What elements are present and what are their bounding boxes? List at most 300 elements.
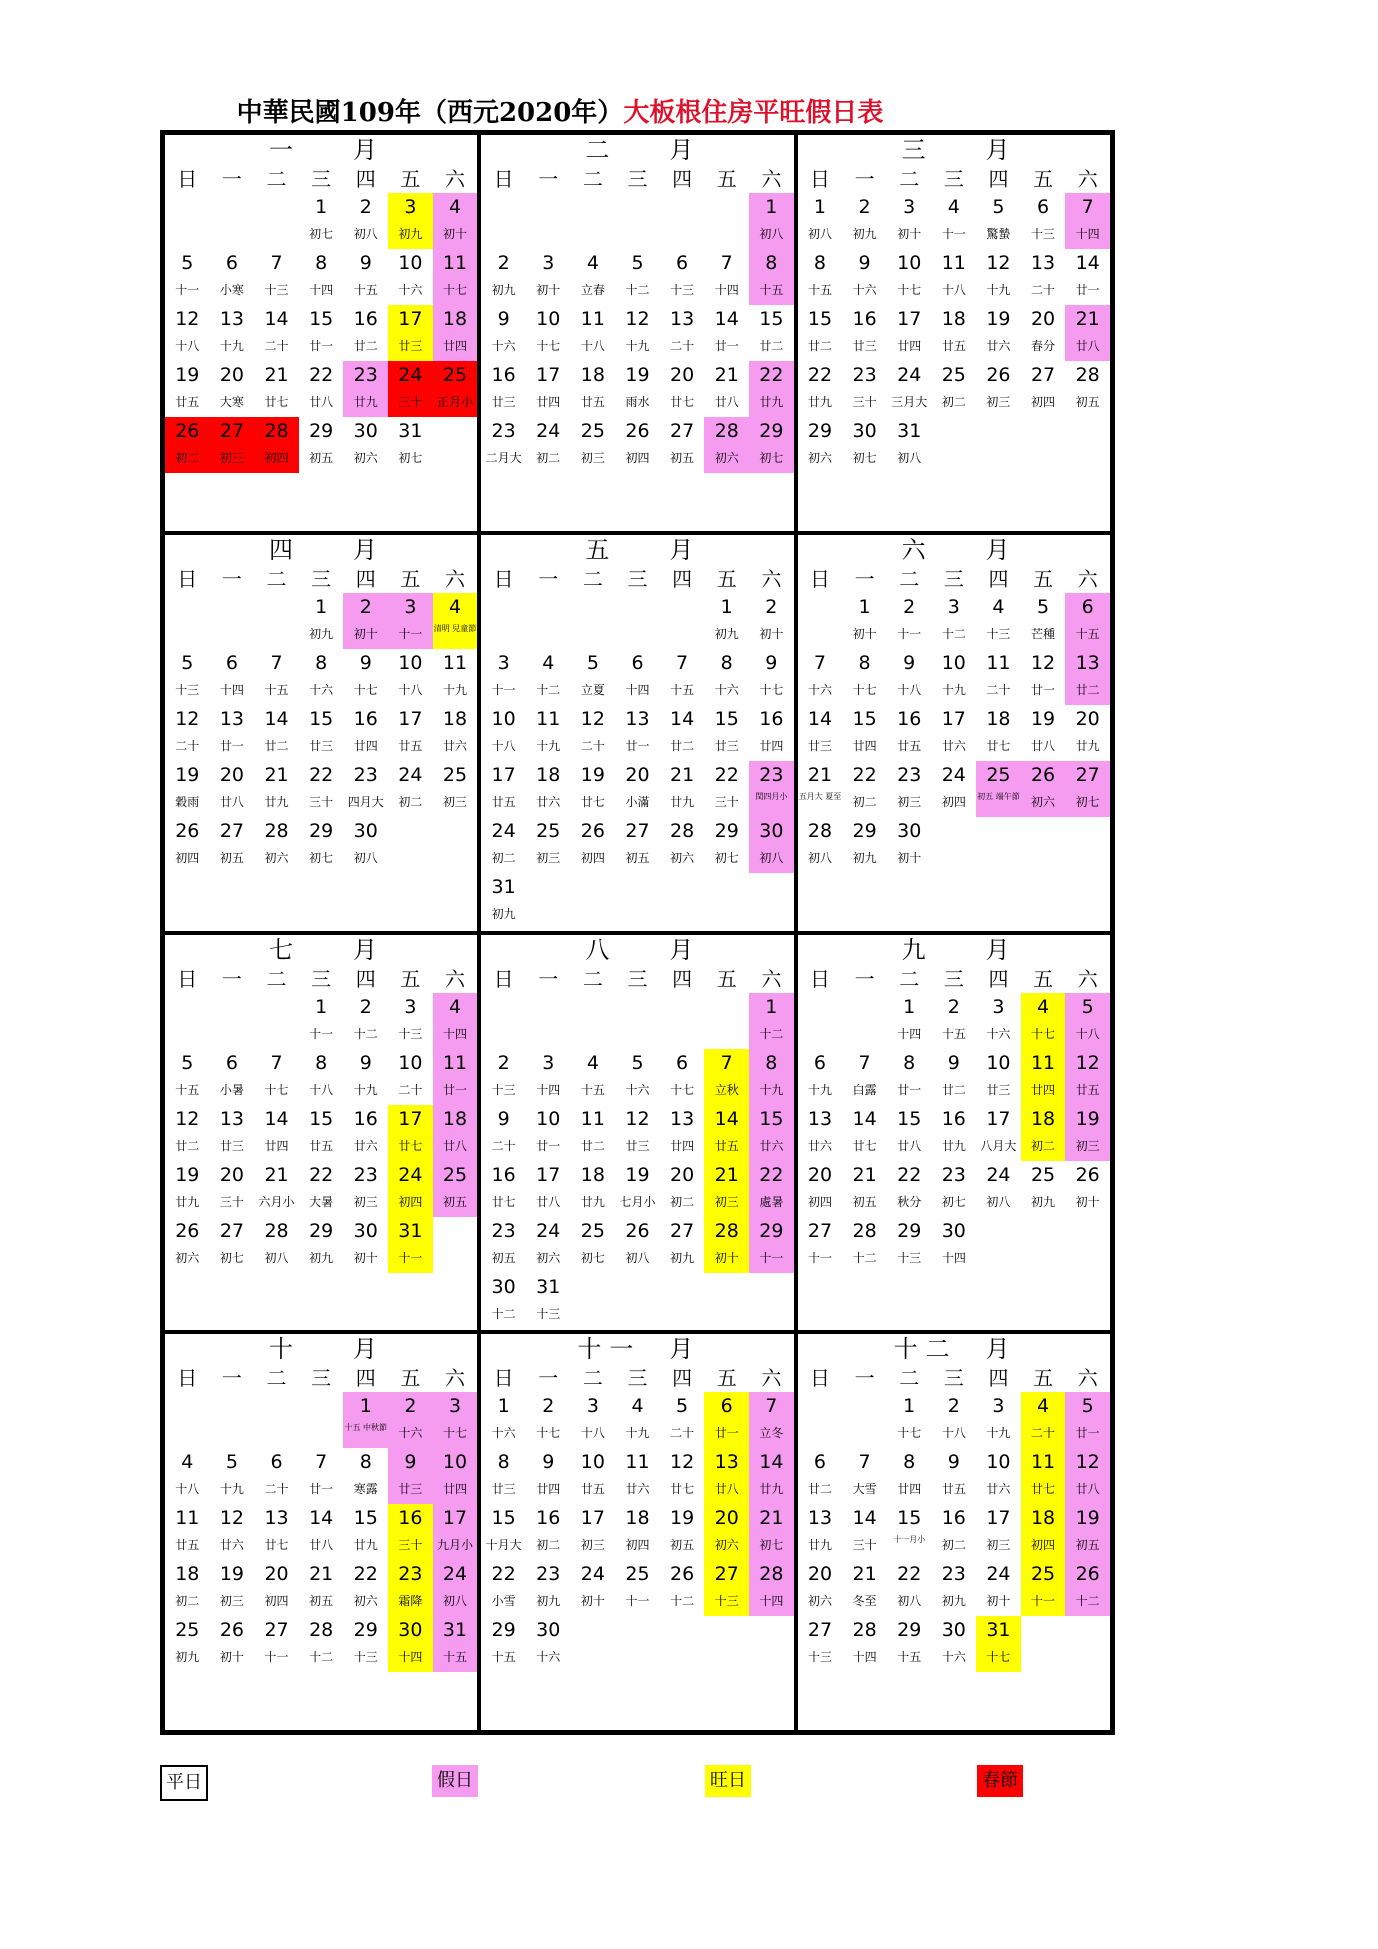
day-cell [388,1105,433,1161]
weekday-label: 一 [538,1366,559,1391]
day-number: 17 [536,364,561,386]
day-number: 7 [765,1395,778,1418]
empty-cell [842,1392,887,1448]
day-number: 24 [941,763,966,786]
weekday-row [798,1364,1110,1392]
weekday-label: 四 [988,1366,1009,1391]
lunar-label: 初八 [807,850,832,865]
day-cell [887,1448,932,1504]
lunar-label: 冬至 [852,1594,877,1609]
lunar-label: 初三 [580,451,605,465]
lunar-label: 十七 [536,339,561,353]
day-cell [976,361,1021,417]
day-cell [887,305,932,361]
day-number: 19 [625,364,650,386]
day-number: 2 [404,1395,417,1418]
lunar-label: 五月大 夏至 [798,791,842,801]
month-header [481,1334,793,1364]
lunar-label: 十一 [491,682,516,697]
weekday-label: 五 [716,167,737,191]
day-number: 16 [852,308,877,330]
lunar-label: 十三 [807,1650,832,1665]
day-cell [1065,705,1110,761]
day-cell [887,1161,932,1217]
lunar-label: 廿七 [398,1138,423,1153]
day-number: 24 [986,1563,1011,1586]
day-number: 25 [941,364,966,386]
day-number: 27 [1075,763,1100,786]
day-number: 20 [1030,308,1056,330]
lunar-label: 初九 [309,626,334,641]
day-cell [842,649,887,705]
day-cell [704,417,749,473]
empty-cell [660,593,705,649]
day-number: 27 [264,1619,289,1642]
empty-cell [615,993,660,1049]
lunar-label: 廿三 [219,1138,244,1153]
day-number: 11 [442,1051,468,1074]
day-number: 9 [947,1451,960,1474]
day-cell [481,1273,526,1329]
day-number: 7 [270,651,283,674]
day-number: 10 [398,651,423,674]
empty-cell [481,993,526,1049]
day-cell [433,193,478,249]
lunar-label: 初七 [852,451,877,465]
day-number: 16 [353,1107,378,1130]
day-number: 14 [714,308,739,330]
day-number: 20 [807,1563,833,1586]
day-cell [343,705,388,761]
day-number: 13 [714,1451,739,1474]
day-cell [254,1560,299,1616]
lunar-label: 初六 [353,451,378,465]
lunar-label: 十六 [986,1026,1011,1041]
weekday-label: 日 [809,167,830,191]
day-cell [571,1448,616,1504]
lunar-label: 初六 [536,1250,561,1265]
month-block [479,933,795,1333]
day-number: 28 [852,1619,877,1642]
weekday-label: 六 [1077,566,1098,591]
day-cell [749,1560,794,1616]
day-number: 15 [897,1507,922,1530]
lunar-label: 十一 [309,1026,334,1041]
day-number: 17 [536,1163,561,1186]
day-number: 8 [315,651,328,674]
day-number: 17 [398,1107,423,1130]
lunar-label: 初二 [398,794,423,809]
day-number: 2 [497,1051,510,1074]
day-cell [798,417,843,473]
day-cell [1065,249,1110,305]
empty-cell [481,193,526,249]
lunar-label: 初七 [714,850,739,865]
day-number: 9 [359,252,372,274]
lunar-label: 十九 [536,738,561,753]
day-number: 10 [941,651,966,674]
month-suffix: 月 [669,935,694,964]
lunar-label: 雨水 [625,395,650,409]
day-cell [660,1504,705,1560]
day-grid [481,1392,793,1672]
weekday-label: 一 [221,966,242,991]
day-cell [660,705,705,761]
day-cell [660,249,705,305]
day-cell [932,361,977,417]
day-cell [481,873,526,929]
day-cell [165,417,210,473]
day-cell [749,193,794,249]
lunar-label: 廿四 [897,1482,922,1497]
day-number: 29 [309,819,334,842]
day-number: 30 [353,1219,378,1242]
month-header [165,1334,477,1364]
weekday-row [481,165,793,193]
day-cell [932,649,977,705]
lunar-label: 初二 [491,850,516,865]
lunar-label: 廿四 [536,395,561,409]
lunar-label: 初九 [398,227,423,241]
day-cell [299,1217,344,1273]
lunar-label: 立冬 [759,1426,784,1441]
weekday-label: 二 [899,966,920,991]
day-cell [433,705,478,761]
lunar-label: 廿二 [807,1482,832,1497]
day-cell [887,593,932,649]
day-cell [887,361,932,417]
day-cell [887,649,932,705]
day-cell [210,361,255,417]
lunar-label: 十五 [264,682,289,697]
day-cell [887,817,932,873]
day-cell [526,361,571,417]
lunar-label: 十八 [175,339,200,353]
day-cell [343,1161,388,1217]
lunar-label: 初十 [1075,1194,1100,1209]
day-number: 25 [442,364,468,386]
day-number: 22 [491,1563,516,1586]
month-header [798,1334,1110,1364]
day-cell [210,649,255,705]
day-cell [526,705,571,761]
day-number: 28 [759,1563,784,1586]
day-cell [798,1560,843,1616]
lunar-label: 廿一 [309,1482,334,1497]
empty-cell [165,1392,210,1448]
day-number: 19 [986,308,1011,330]
day-cell [571,1392,616,1448]
day-cell [660,1448,705,1504]
day-number: 1 [720,595,733,618]
day-number: 29 [309,420,334,442]
day-number: 17 [986,1107,1011,1130]
day-cell [571,1560,616,1616]
lunar-label: 廿三 [398,339,423,353]
day-cell [526,249,571,305]
day-number: 1 [903,1395,916,1418]
day-cell [343,249,388,305]
lunar-label: 廿四 [264,1138,289,1153]
lunar-label: 十六 [491,339,516,353]
day-cell [749,249,794,305]
lunar-label: 秋分 [897,1194,922,1209]
lunar-label: 廿三 [309,738,334,753]
day-cell [932,1217,977,1273]
day-cell [749,305,794,361]
day-cell [433,1392,478,1448]
day-cell [704,817,749,873]
lunar-label: 初九 [714,626,739,641]
lunar-label: 十六 [941,1650,966,1665]
lunar-label: 廿七 [580,794,605,809]
day-grid [798,593,1110,873]
lunar-label: 十四 [714,283,739,297]
day-cell [798,1161,843,1217]
lunar-label: 初六 [264,850,289,865]
lunar-label: 春分 [1031,339,1056,353]
day-number: 31 [398,420,423,442]
day-number: 4 [448,196,462,218]
day-cell [571,817,616,873]
day-cell [481,417,526,473]
month-block [479,1332,795,1732]
day-cell [704,761,749,817]
lunar-label: 初八 [443,1594,468,1609]
day-cell [343,761,388,817]
weekday-label: 二 [899,566,920,591]
day-cell [299,249,344,305]
month-name: 十二 [893,1335,958,1364]
lunar-label: 廿三 [491,395,516,409]
day-number: 26 [1075,1563,1100,1586]
day-number: 30 [897,819,922,842]
weekday-label: 三 [311,566,332,591]
day-cell [299,593,344,649]
day-number: 23 [536,1563,561,1586]
lunar-label: 廿九 [580,1194,605,1209]
lunar-label: 廿四 [852,738,877,753]
lunar-label: 十二 [491,1306,516,1321]
lunar-label: 十五 [941,1026,966,1041]
day-cell [254,417,299,473]
day-cell [932,1105,977,1161]
lunar-label: 十八 [941,283,966,297]
weekday-label: 六 [445,966,466,991]
day-cell [210,1448,255,1504]
day-cell [1065,1105,1110,1161]
day-number: 12 [580,707,605,730]
lunar-label: 初三 [1075,1138,1100,1153]
weekday-label: 五 [400,566,421,591]
day-number: 21 [264,364,289,386]
day-number: 19 [580,763,605,786]
lunar-label: 三月大 [891,395,928,409]
day-cell [388,1616,433,1672]
day-number: 4 [448,995,462,1018]
day-cell [660,1217,705,1273]
day-cell [976,1161,1021,1217]
day-cell [210,1616,255,1672]
lunar-label: 廿五 [1075,1082,1100,1097]
empty-cell [254,193,299,249]
day-number: 15 [309,1107,334,1130]
day-cell [388,993,433,1049]
day-number: 14 [852,1107,877,1130]
day-number: 14 [670,707,695,730]
lunar-label: 廿一 [897,1082,922,1097]
lunar-label: 廿八 [714,1482,739,1497]
lunar-label: 大寒 [219,395,244,409]
day-number: 16 [353,308,378,330]
weekday-label: 一 [854,966,875,991]
lunar-label: 初七 [398,451,423,465]
day-cell [388,305,433,361]
weekday-label: 一 [221,566,242,591]
weekday-label: 二 [266,966,287,991]
lunar-label: 芒種 [1031,626,1056,641]
day-number: 4 [1037,1395,1050,1418]
weekday-label: 日 [493,1366,514,1391]
day-cell [210,1560,255,1616]
day-number: 1 [315,595,328,618]
day-cell [388,1217,433,1273]
day-number: 14 [714,1107,739,1130]
day-number: 16 [536,1507,561,1530]
lunar-label: 初二 [1031,1138,1056,1153]
day-number: 6 [1037,196,1050,218]
day-cell [798,1049,843,1105]
day-cell [615,1049,660,1105]
day-number: 15 [714,707,739,730]
day-cell [615,1392,660,1448]
day-grid [165,1392,477,1672]
lunar-label: 廿九 [941,1138,966,1153]
lunar-label: 正月小 [437,395,474,409]
lunar-label: 初六 [670,850,695,865]
lunar-label: 十七 [353,682,378,697]
month-name: 一 [269,136,353,164]
day-number: 14 [264,707,289,730]
day-cell [165,1616,210,1672]
day-cell [299,417,344,473]
day-number: 11 [442,252,468,274]
day-cell [571,1105,616,1161]
month-name: 六 [901,535,986,564]
empty-cell [210,593,255,649]
lunar-label: 廿三 [398,1482,423,1497]
day-number: 30 [536,1619,561,1642]
day-number: 27 [807,1619,833,1642]
day-number: 30 [353,819,378,842]
day-cell [526,1161,571,1217]
lunar-label: 十一 [264,1650,289,1665]
day-cell [842,817,887,873]
day-cell [299,1616,344,1672]
day-number: 8 [903,1051,916,1074]
lunar-label: 十四 [309,283,334,297]
day-cell [254,1105,299,1161]
day-number: 13 [219,1107,245,1130]
day-cell [254,1049,299,1105]
day-cell [704,1049,749,1105]
lunar-label: 初十 [353,1250,378,1265]
day-number: 6 [270,1451,283,1474]
lunar-label: 廿二 [264,738,289,753]
day-cell [254,817,299,873]
lunar-label: 二十 [1031,1426,1056,1441]
legend-weekday: 平日 [160,1765,208,1801]
day-number: 17 [491,763,516,786]
lunar-label: 初九 [309,1250,334,1265]
empty-cell [210,993,255,1049]
day-cell [481,817,526,873]
day-number: 11 [986,651,1011,674]
day-cell [798,361,843,417]
day-cell [254,361,299,417]
day-number: 27 [670,420,695,442]
lunar-label: 廿六 [219,1538,244,1553]
day-cell [481,305,526,361]
lunar-label: 十六 [536,1650,561,1665]
lunar-label: 廿三 [491,1482,516,1497]
weekday-label: 三 [943,966,964,991]
day-number: 8 [903,1451,916,1474]
lunar-label: 初八 [759,227,784,241]
weekday-label: 二 [582,1366,603,1391]
day-number: 5 [631,1051,644,1074]
day-number: 13 [670,1107,695,1130]
day-number: 15 [353,1507,378,1530]
day-cell [433,361,478,417]
lunar-label: 初三 [986,1538,1011,1553]
day-cell [433,593,478,649]
lunar-label: 廿五 [398,738,423,753]
day-number: 23 [897,763,922,786]
day-number: 28 [714,420,739,442]
day-cell [842,1504,887,1560]
day-cell [481,649,526,705]
weekday-label: 四 [355,167,376,191]
day-number: 24 [398,364,423,386]
day-number: 18 [442,1107,468,1130]
day-cell [433,649,478,705]
lunar-label: 二十 [398,1082,423,1097]
day-cell [976,705,1021,761]
lunar-label: 初三 [580,1538,605,1553]
day-cell [842,705,887,761]
day-cell [210,305,255,361]
day-number: 23 [353,1163,378,1186]
day-number: 8 [858,651,871,674]
day-cell [481,1161,526,1217]
weekday-label: 日 [493,966,514,991]
day-cell [299,1504,344,1560]
lunar-label: 廿六 [807,1138,832,1153]
month-header [165,535,477,565]
lunar-label: 十三 [175,682,200,697]
day-number: 3 [404,196,417,218]
day-cell [615,817,660,873]
lunar-label: 驚蟄 [986,227,1011,241]
month-name: 三 [901,136,986,164]
weekday-label: 一 [854,1366,875,1391]
day-cell [526,1105,571,1161]
lunar-label: 廿九 [175,1194,200,1209]
lunar-label: 廿七 [670,395,695,409]
lunar-label: 廿九 [353,1538,378,1553]
weekday-label: 五 [716,1366,737,1391]
